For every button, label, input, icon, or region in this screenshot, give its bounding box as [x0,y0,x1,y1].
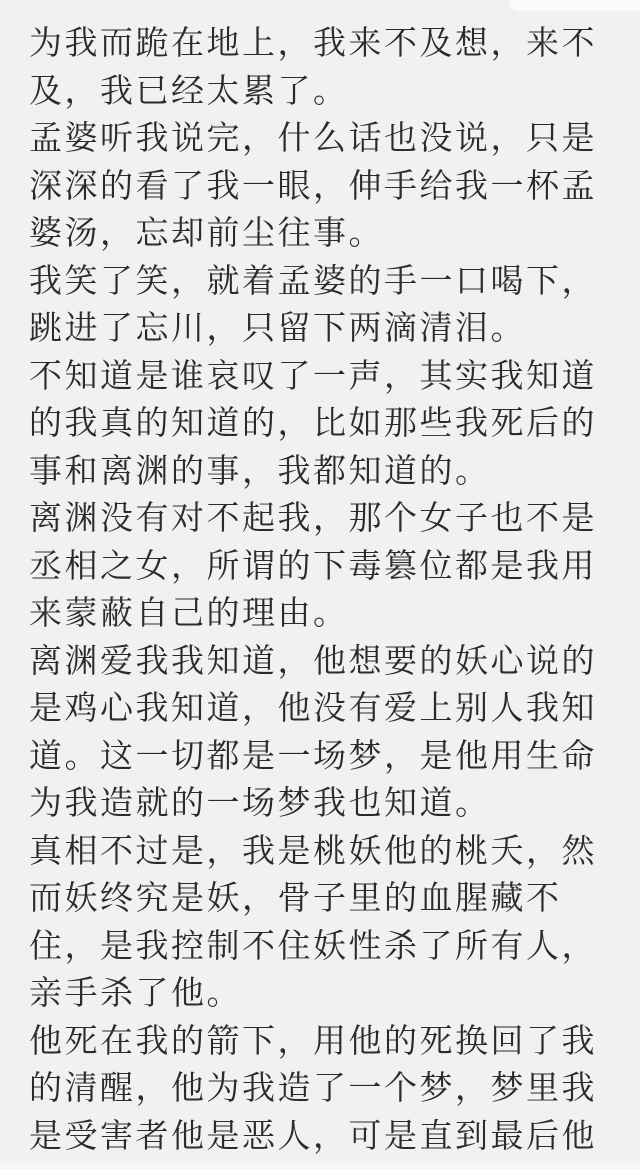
text-line: 深深的看了我一眼，伸手给我一杯孟 [29,165,597,205]
bottom-edge-strip [0,1161,640,1169]
text-line: 婆汤，忘却前尘往事。 [29,213,384,252]
text-line: 是受害者他是恶人，可是直到最后他 [29,1115,597,1155]
text-line: 道。这一切都是一场梦，是他用生命 [29,735,597,775]
text-line: 来蒙蔽自己的理由。 [29,593,349,632]
text-line: 住，是我控制不住妖性杀了所有人， [29,925,597,965]
text-line: 事和离渊的事，我都知道的。 [29,450,491,490]
text-line: 为我而跪在地上，我来不及想，来不 [29,23,597,62]
text-line: 离渊爱我我知道，他想要的妖心说的 [29,640,597,680]
text-line: 为我造就的一场梦我也知道。 [29,783,491,822]
text-line: 而妖终究是妖，骨子里的血腥藏不 [29,878,562,917]
text-line: 他死在我的箭下，用他的死换回了我 [29,1020,597,1060]
text-line: 丞相之女，所谓的下毒篡位都是我用 [29,545,597,585]
text-line: 是鸡心我知道，他没有爱上别人我知 [29,688,597,727]
text-line: 离渊没有对不起我，那个女子也不是 [29,498,597,537]
text-line: 亲手杀了他。 [29,973,242,1012]
page-text [29,19,619,1159]
text-line: 及，我已经太累了。 [29,70,349,110]
text-line: 的我真的知道的，比如那些我死后的 [29,403,597,442]
top-right-highlight [510,0,640,11]
text-line: 跳进了忘川，只留下两滴清泪。 [29,308,526,347]
text-line: 不知道是谁哀叹了一声，其实我知道 [29,355,597,395]
text-line: 真相不过是，我是桃妖他的桃夭，然 [29,830,597,870]
text-line: 我笑了笑，就着孟婆的手一口喝下， [29,260,597,300]
text-line: 孟婆听我说完，什么话也没说，只是 [29,118,597,157]
text-line: 的清醒，他为我造了一个梦，梦里我 [29,1068,597,1107]
